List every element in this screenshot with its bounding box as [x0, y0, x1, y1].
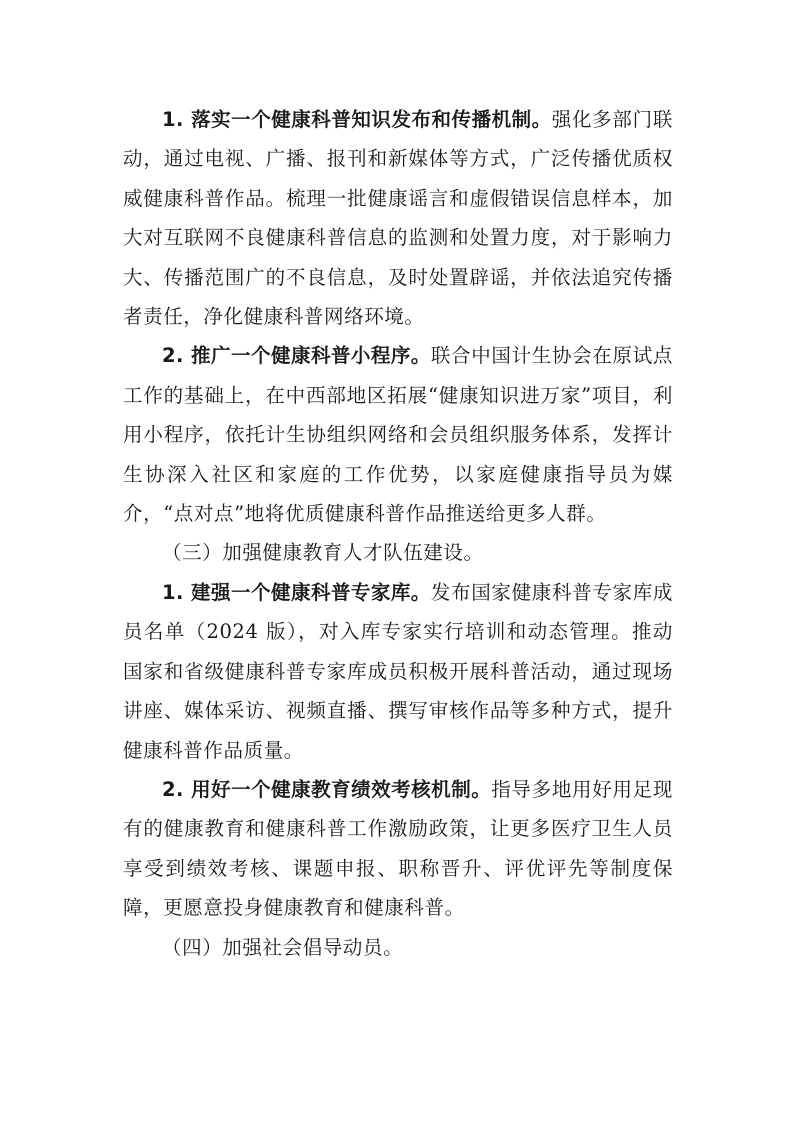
- document-page: [123, 100, 673, 967]
- paragraph-lead: 1. 落实一个健康科普知识发布和传播机制。: [162, 108, 552, 131]
- paragraph-lead: 1. 建强一个健康科普专家库。: [162, 580, 431, 604]
- paragraph-performance-assessment: [123, 770, 673, 928]
- paragraph-body: 强化多部门联动，通过电视、广播、报刊和新媒体等方式，广泛传播优质权威健康科普作品。梳理一批健康谣言和虚假错误信息样本，加大对互联网不良健康科普信息的监测和处置力度，对于影响力大、传播范围广的不良信息，及时处置辟谣，并依法追究传播者责任，净化健康科普网络环境。: [123, 108, 673, 329]
- paragraph-lead: 2. 用好一个健康教育绩效考核机制。: [162, 777, 492, 801]
- section-heading-talent: （三）加强健康教育人才队伍建设。: [162, 541, 484, 565]
- paragraph-dissemination-mechanism: [123, 100, 673, 336]
- paragraph-mini-program: [123, 336, 673, 533]
- paragraph-body: 发布国家健康科普专家库成员名单（2024 版），对入库专家实行培训和动态管理。推动国家和省级健康科普专家库成员积极开展科普活动，通过现场讲座、媒体采访、视频直播、撰写审核作品等多种方式，提升健康科普作品质量。: [123, 580, 674, 762]
- paragraph-body: 指导多地用好用足现有的健康教育和健康科普工作激励政策，让更多医疗卫生人员享受到绩效考核、课题申报、职称晋升、评优评先等制度保障，更愿意投身健康教育和健康科普。: [123, 777, 673, 920]
- paragraph-body: 联合中国计生协会在原试点工作的基础上，在中西部地区拓展“健康知识进万家”项目，利用小程序，依托计生协组织网络和会员组织服务体系，发挥计生协深入社区和家庭的工作优势，以家庭健康指导员为媒介，“点对点”地将优质健康科普作品推送给更多人群。: [123, 344, 674, 526]
- paragraph-expert-database: [123, 573, 673, 770]
- section-heading-social-mobilization: （四）加强社会倡导动员。: [162, 935, 404, 959]
- paragraph-lead: 2. 推广一个健康科普小程序。: [162, 344, 431, 368]
